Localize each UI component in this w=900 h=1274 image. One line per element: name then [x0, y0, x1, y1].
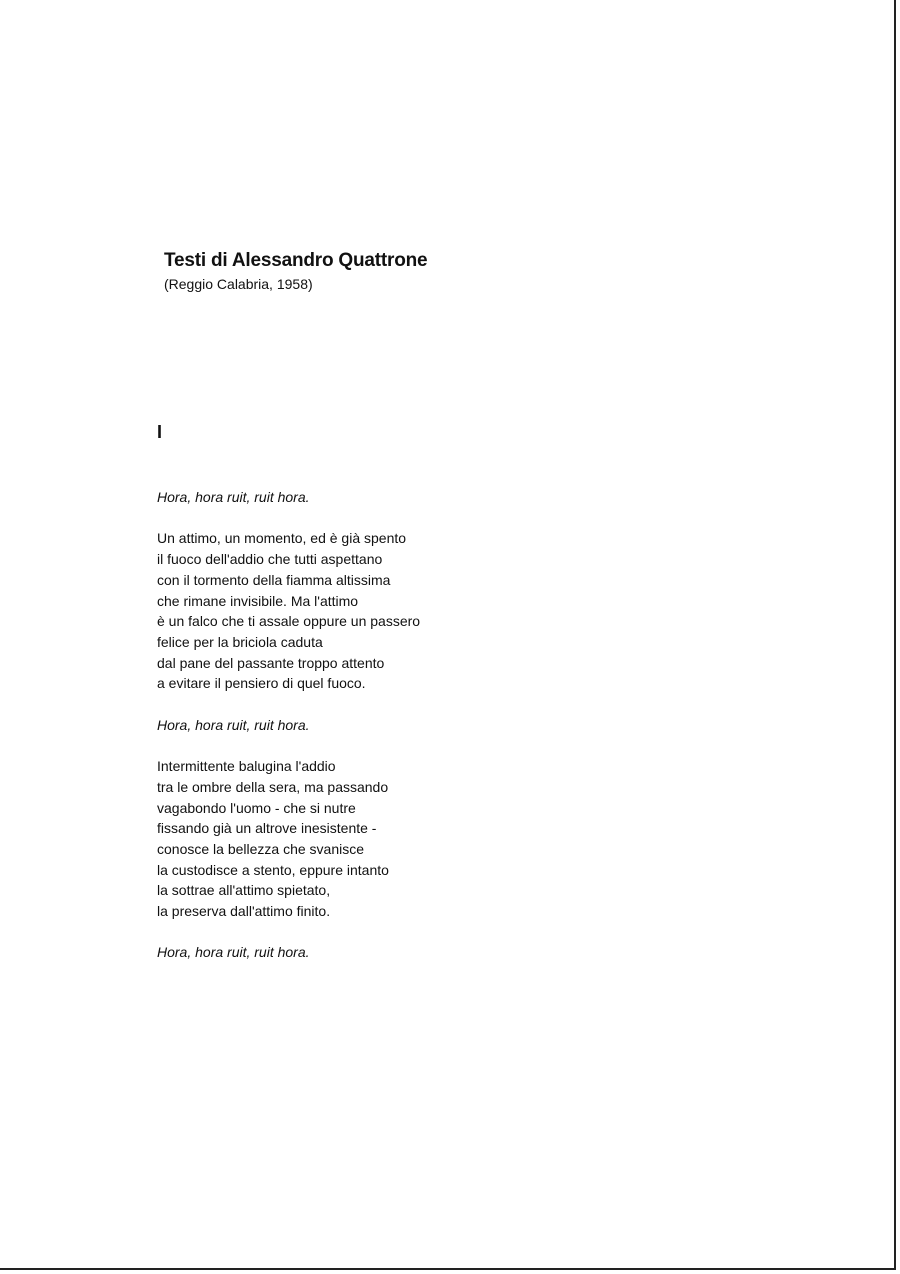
poem-line: vagabondo l'uomo - che si nutre — [157, 799, 356, 816]
poem-line: dal pane del passante troppo attento — [157, 654, 385, 671]
poem-line: la preserva dall'attimo finito. — [157, 903, 331, 920]
page-subtitle: (Reggio Calabria, 1958) — [164, 276, 313, 292]
stanza-gap — [157, 508, 420, 529]
poem-line: Un attimo, un momento, ed è già spento — [157, 530, 407, 547]
poem-line: che rimane invisibile. Ma l'attimo — [157, 592, 359, 609]
stanza-gap — [157, 694, 420, 715]
poem-line: tra le ombre della sera, ma passando — [157, 778, 389, 795]
poem-line: la sottrae all'attimo spietato, — [157, 882, 331, 899]
poem-line: a evitare il pensiero di quel fuoco. — [157, 675, 366, 692]
poem-line: è un falco che ti assale oppure un passero — [157, 613, 421, 630]
refrain-line: Hora, hora ruit, ruit hora. — [157, 716, 310, 733]
stanza-gap — [157, 735, 420, 756]
refrain-line: Hora, hora ruit, ruit hora. — [157, 944, 310, 961]
poem-line: con il tormento della fiamma altissima — [157, 571, 391, 588]
poem-line: il fuoco dell'addio che tutti aspettano — [157, 551, 383, 568]
poem-body — [157, 487, 420, 963]
stanza-gap — [157, 922, 420, 943]
section-number: I — [157, 422, 163, 442]
poem-line: Intermittente balugina l'addio — [157, 758, 336, 775]
poem-line: la custodisce a stento, eppure intanto — [157, 861, 389, 878]
poem-line: conosce la bellezza che svanisce — [157, 840, 365, 857]
page-title: Testi di Alessandro Quattrone — [164, 250, 428, 271]
refrain-line: Hora, hora ruit, ruit hora. — [157, 489, 310, 505]
poem-line: fissando già un altrove inesistente - — [157, 820, 377, 837]
poem-line: felice per la briciola caduta — [157, 633, 323, 650]
